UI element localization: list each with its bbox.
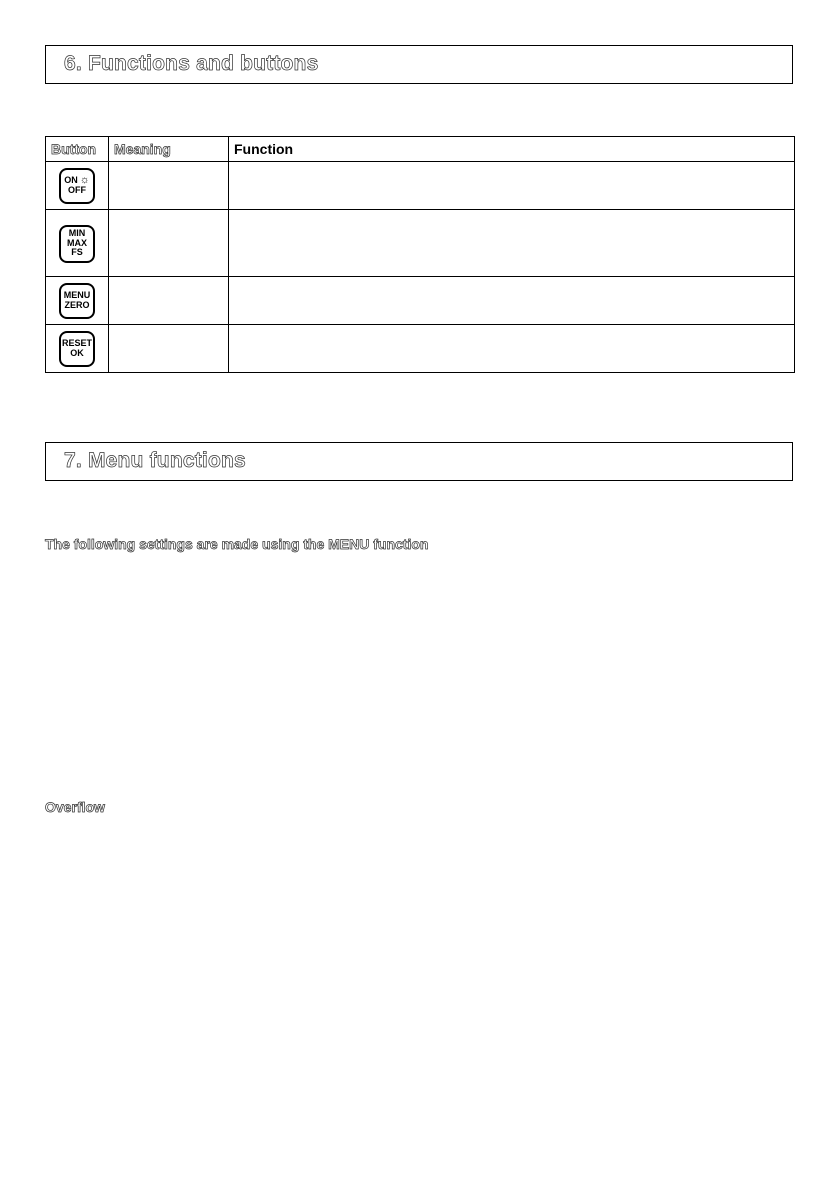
on-off-key-icon: ON ☼ OFF	[59, 168, 95, 204]
button-cell	[46, 210, 109, 277]
section-7-header	[45, 442, 793, 481]
function-cell	[229, 210, 795, 277]
table-row	[46, 277, 795, 325]
function-cell	[229, 277, 795, 325]
function-cell	[229, 162, 795, 210]
meaning-cell	[109, 210, 229, 277]
overflow-label: Overflow	[45, 799, 105, 815]
header-function: Function	[229, 137, 795, 162]
section-7-title: 7. Menu functions	[64, 449, 246, 472]
meaning-cell	[109, 162, 229, 210]
reset-ok-key-icon: RESET OK	[59, 331, 95, 367]
button-cell	[46, 162, 109, 210]
header-button: Button	[46, 137, 109, 162]
sun-icon: ☼	[79, 174, 90, 186]
meaning-cell	[109, 325, 229, 373]
min-max-fs-key-icon: MIN MAX FS	[59, 225, 95, 263]
button-cell	[46, 277, 109, 325]
table-row	[46, 325, 795, 373]
table-row	[46, 162, 795, 210]
button-cell	[46, 325, 109, 373]
section-6-title: 6. Functions and buttons	[64, 52, 319, 75]
menu-zero-key-icon: MENU ZERO	[59, 283, 95, 319]
header-meaning: Meaning	[109, 137, 229, 162]
buttons-table	[45, 136, 795, 373]
meaning-cell	[109, 277, 229, 325]
table-row	[46, 210, 795, 277]
section-6-header	[45, 45, 793, 84]
menu-intro-text: The following settings are made using the MENU function	[45, 536, 429, 552]
table-header-row	[46, 137, 795, 162]
function-cell	[229, 325, 795, 373]
